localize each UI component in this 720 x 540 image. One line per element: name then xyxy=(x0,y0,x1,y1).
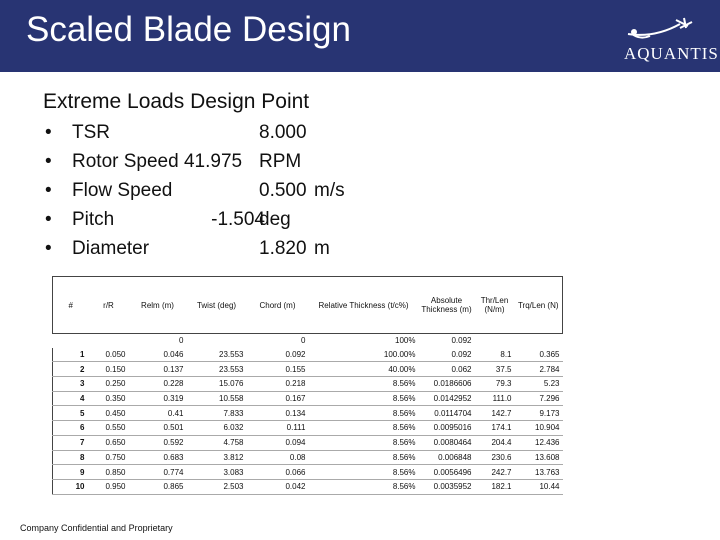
table-cell: 0.774 xyxy=(129,465,187,480)
row-number: 6 xyxy=(53,421,89,436)
row-number: 4 xyxy=(53,391,89,406)
table-cell: 8.56% xyxy=(309,421,419,436)
table-row xyxy=(53,450,563,465)
table-cell: 0.092 xyxy=(419,348,475,362)
table-cell: 7.833 xyxy=(187,406,247,421)
table-cell: 0.41 xyxy=(129,406,187,421)
table-cell: 0.050 xyxy=(89,348,129,362)
table-cell: 3.083 xyxy=(187,465,247,480)
column-header: Absolute Thickness (m) xyxy=(421,296,472,314)
table-cell: 0.250 xyxy=(89,377,129,392)
row-number: 9 xyxy=(53,465,89,480)
table-cell: 0.062 xyxy=(419,362,475,377)
footer-confidential: Company Confidential and Proprietary xyxy=(20,523,173,533)
row-number: 8 xyxy=(53,450,89,465)
logo-text: AQUANTIS xyxy=(624,44,719,63)
table-cell: 0.111 xyxy=(247,421,309,436)
table-cell: 0.950 xyxy=(89,479,129,494)
column-header: # xyxy=(68,300,73,310)
table-cell: 230.6 xyxy=(475,450,515,465)
column-header: r/R xyxy=(103,300,114,310)
table-cell: 182.1 xyxy=(475,479,515,494)
table-cell: 2.784 xyxy=(515,362,563,377)
table-cell: 8.56% xyxy=(309,406,419,421)
table-row xyxy=(53,362,563,377)
table-cell: 0.683 xyxy=(129,450,187,465)
table-cell: 10.904 xyxy=(515,421,563,436)
column-header: Chord (m) xyxy=(259,300,296,310)
table-cell: 0.137 xyxy=(129,362,187,377)
row-number: 1 xyxy=(53,348,89,362)
table-cell: 0.092 xyxy=(247,348,309,362)
table-row xyxy=(53,377,563,392)
table-cell: 0.592 xyxy=(129,435,187,450)
page-title: Scaled Blade Design xyxy=(26,10,351,49)
table-cell: 9.173 xyxy=(515,406,563,421)
table-cell: 40.00% xyxy=(309,362,419,377)
table-cell: 0.501 xyxy=(129,421,187,436)
column-header: Relm (m) xyxy=(141,300,174,310)
table-cell: 0.865 xyxy=(129,479,187,494)
table-cell: 100.00% xyxy=(309,348,419,362)
table-cell: 8.56% xyxy=(309,377,419,392)
table-cell: 0.228 xyxy=(129,377,187,392)
column-header: Relative Thickness (t/c%) xyxy=(318,300,409,310)
table-cell: 0.0186606 xyxy=(419,377,475,392)
table-row xyxy=(53,435,563,450)
table-cell: 0.006848 xyxy=(419,450,475,465)
blade-design-table xyxy=(52,276,563,495)
table-body xyxy=(53,334,563,495)
table-cell: 0.0080464 xyxy=(419,435,475,450)
table-cell: 0.08 xyxy=(247,450,309,465)
table-cell: 0.350 xyxy=(89,391,129,406)
table-cell: 23.553 xyxy=(187,362,247,377)
row-number: 3 xyxy=(53,377,89,392)
table-cell: 8.56% xyxy=(309,479,419,494)
table-row xyxy=(53,479,563,494)
table-cell: 8.56% xyxy=(309,435,419,450)
table-cell: 0.150 xyxy=(89,362,129,377)
table-cell: 111.0 xyxy=(475,391,515,406)
table-cell: 8.1 xyxy=(475,348,515,362)
table-cell: 0.850 xyxy=(89,465,129,480)
table-cell: 2.503 xyxy=(187,479,247,494)
table-cell: 0.550 xyxy=(89,421,129,436)
row-number: 5 xyxy=(53,406,89,421)
table-cell: 0.319 xyxy=(129,391,187,406)
table-cell: 0.0142952 xyxy=(419,391,475,406)
table-cell: 0.066 xyxy=(247,465,309,480)
table-cell: 0.0114704 xyxy=(419,406,475,421)
column-header: Trq/Len (N) xyxy=(517,300,559,310)
table-cell: 23.553 xyxy=(187,348,247,362)
table-cell: 242.7 xyxy=(475,465,515,480)
table-cell: 0.218 xyxy=(247,377,309,392)
table-row xyxy=(53,391,563,406)
column-header: Thr/Len (N/m) xyxy=(480,296,509,314)
table-cell: 8.56% xyxy=(309,465,419,480)
table-cell: 0.155 xyxy=(247,362,309,377)
table-cell: 8.56% xyxy=(309,450,419,465)
table-row xyxy=(53,421,563,436)
table-header-row xyxy=(53,277,563,334)
table-cell: 13.763 xyxy=(515,465,563,480)
table-cell: 0.046 xyxy=(129,348,187,362)
table-cell: 8.56% xyxy=(309,391,419,406)
table-row xyxy=(53,406,563,421)
table-cell: 6.032 xyxy=(187,421,247,436)
table-cell: 204.4 xyxy=(475,435,515,450)
section-subtitle: Extreme Loads Design Point xyxy=(43,90,310,113)
table-cell: 0.365 xyxy=(515,348,563,362)
table-cell: 15.076 xyxy=(187,377,247,392)
row-number: 10 xyxy=(53,479,89,494)
table-cell: 0.0056496 xyxy=(419,465,475,480)
row-number: 7 xyxy=(53,435,89,450)
table-cell: 4.758 xyxy=(187,435,247,450)
table-cell: 5.23 xyxy=(515,377,563,392)
table-cell: 0.0095016 xyxy=(419,421,475,436)
table-row xyxy=(53,465,563,480)
table-cell: 79.3 xyxy=(475,377,515,392)
row-number: 2 xyxy=(53,362,89,377)
table-cell: 0.134 xyxy=(247,406,309,421)
table-cell: 37.5 xyxy=(475,362,515,377)
table-cell: 0.167 xyxy=(247,391,309,406)
table-cell: 0.650 xyxy=(89,435,129,450)
table-cell: 12.436 xyxy=(515,435,563,450)
table-row: 0 0 100% 0.092 xyxy=(179,336,472,346)
table-cell: 0.450 xyxy=(89,406,129,421)
table-cell: 7.296 xyxy=(515,391,563,406)
table-cell: 0.750 xyxy=(89,450,129,465)
header-bar xyxy=(0,0,720,72)
table-cell: 0.094 xyxy=(247,435,309,450)
table-cell: 13.608 xyxy=(515,450,563,465)
table-cell: 174.1 xyxy=(475,421,515,436)
table-cell: 0.0035952 xyxy=(419,479,475,494)
table-cell: 142.7 xyxy=(475,406,515,421)
column-header: Twist (deg) xyxy=(196,300,237,310)
table-row xyxy=(53,348,563,362)
table-cell: 10.558 xyxy=(187,391,247,406)
table-cell: 3.812 xyxy=(187,450,247,465)
data-table xyxy=(52,276,563,495)
table-cell: 0.042 xyxy=(247,479,309,494)
table-cell: 10.44 xyxy=(515,479,563,494)
